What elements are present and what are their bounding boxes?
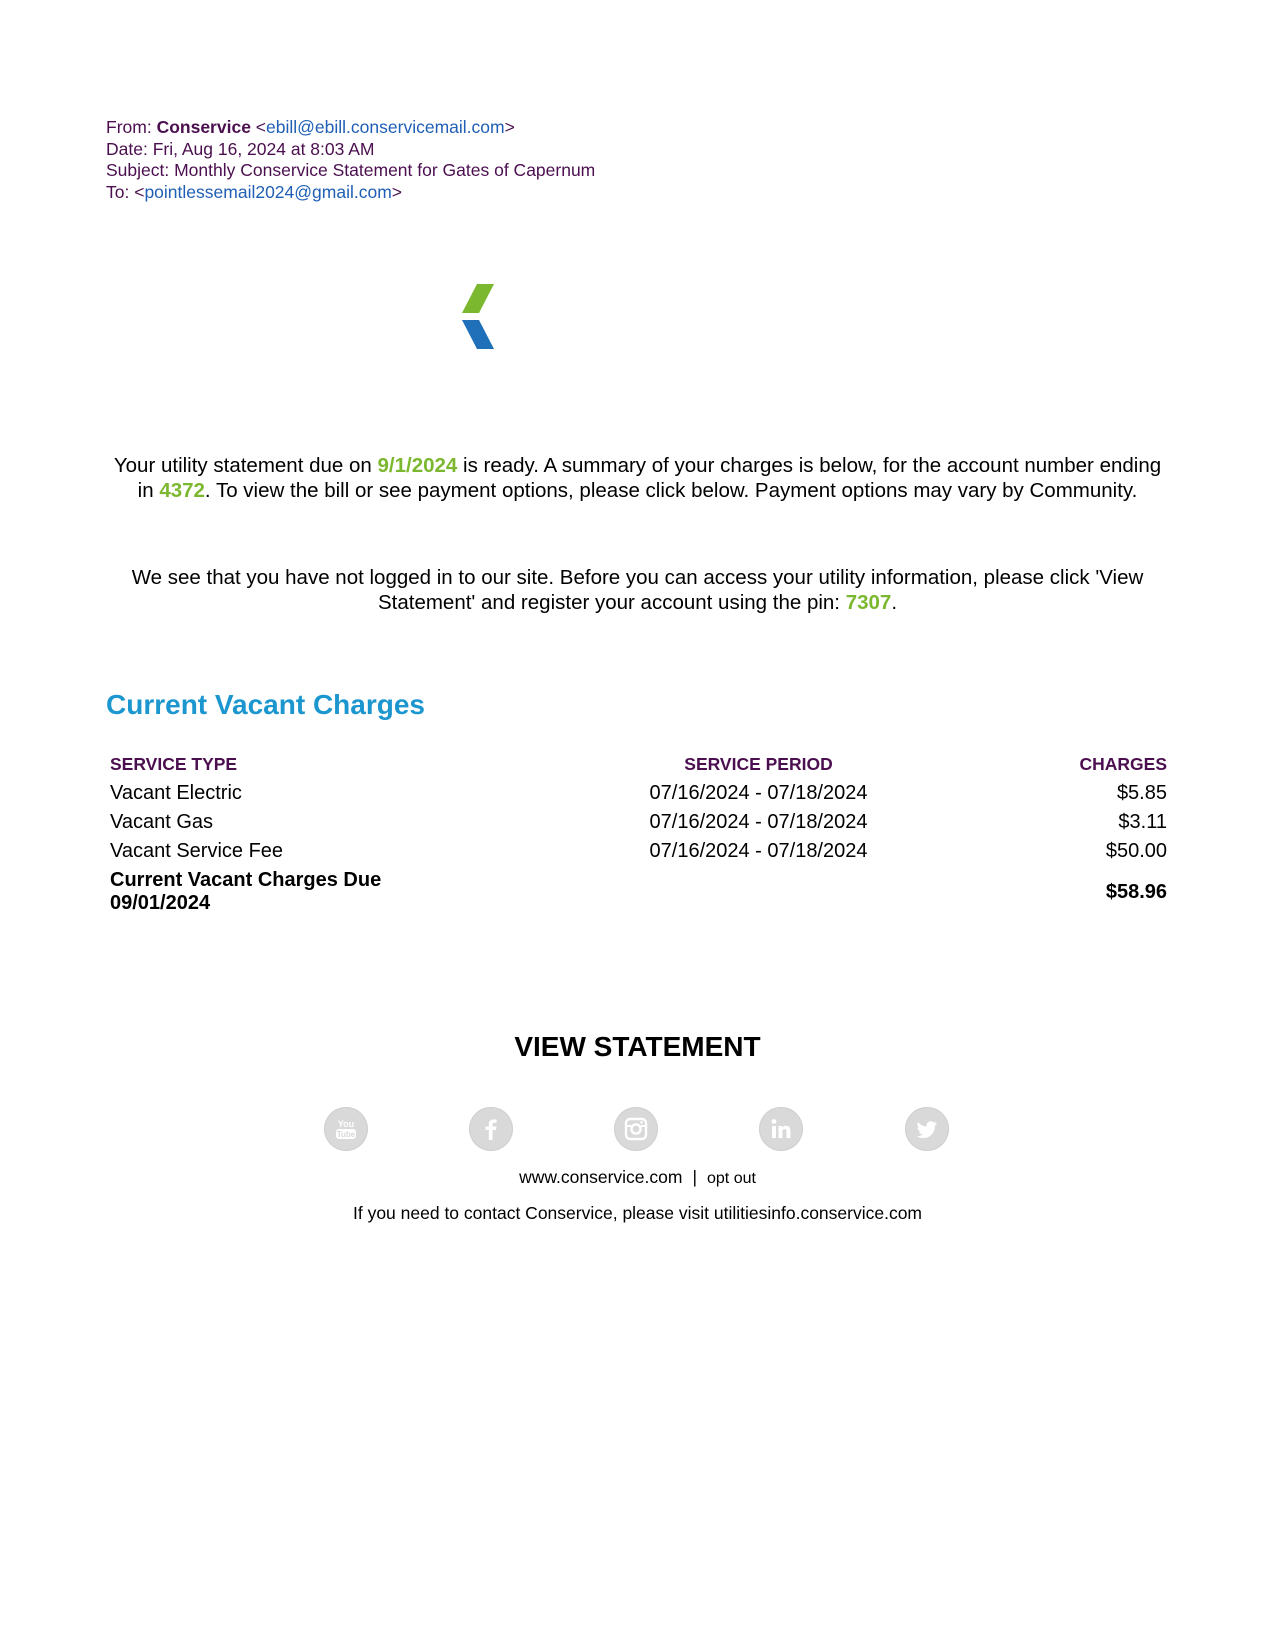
registration-paragraph: [106, 566, 1169, 615]
service-period-cell: 07/16/2024 - 07/18/2024: [649, 782, 868, 804]
conservice-logo: [462, 284, 496, 352]
recipient-email-link[interactable]: pointlessemail2024@gmail.com: [144, 181, 392, 202]
sender-name: Conservice: [156, 117, 251, 137]
opt-out-link[interactable]: opt out: [707, 1170, 756, 1187]
charge-amount-cell: $3.11: [1118, 811, 1167, 833]
header-charges: CHARGES: [1079, 753, 1167, 774]
intro-text: . To view the bill or see payment options, please click below. Payment options may vary by Community.: [204, 478, 1138, 502]
website-link[interactable]: www.conservice.com: [519, 1167, 683, 1187]
account-number-highlight: 4372: [159, 478, 205, 502]
to-label: To:: [106, 181, 130, 202]
to-line: To: <pointlessemail2024@gmail.com>: [106, 181, 403, 202]
service-period-cell: 07/16/2024 - 07/18/2024: [649, 840, 868, 862]
total-due-date: 09/01/2024: [110, 892, 211, 914]
pin-highlight: 7307: [845, 590, 892, 614]
footer-links: [0, 1166, 1275, 1190]
charges-table: [106, 749, 1171, 918]
conservice-chevron-logo-icon: [462, 284, 496, 352]
sender-email-link[interactable]: ebill@ebill.conservicemail.com: [266, 117, 505, 137]
charge-amount-cell: $5.85: [1116, 782, 1167, 804]
total-label-line1: Current Vacant Charges Due: [110, 869, 382, 891]
linkedin-icon[interactable]: [759, 1107, 803, 1151]
service-period-cell: 07/16/2024 - 07/18/2024: [649, 811, 868, 833]
svg-text:You: You: [337, 1119, 355, 1129]
service-type-cell: Vacant Electric: [110, 782, 242, 804]
table-row: [106, 779, 1171, 808]
view-statement-button[interactable]: VIEW STATEMENT: [514, 1031, 761, 1062]
charges-header-row: [106, 749, 1171, 779]
from-line: From: Conservice <ebill@ebill.conservicemail.com>: [106, 117, 515, 137]
total-period-cell: [554, 866, 963, 918]
intro-text: is ready. A summary of your charges is below, for the account number ending in: [137, 454, 1162, 502]
intro-text: Your utility statement due on: [113, 454, 378, 477]
date-line: Date: Fri, Aug 16, 2024 at 8:03 AM: [106, 138, 375, 159]
total-row: [106, 866, 1171, 918]
charges-section-title: Current Vacant Charges: [106, 689, 425, 720]
total-amount: $58.96: [1105, 880, 1167, 903]
twitter-icon[interactable]: [905, 1107, 949, 1151]
charge-amount-cell: $50.00: [1105, 840, 1167, 862]
registration-text: .: [891, 590, 898, 614]
table-row: [106, 837, 1171, 866]
header-service-type: SERVICE TYPE: [110, 753, 238, 774]
facebook-icon[interactable]: [469, 1107, 513, 1151]
instagram-icon[interactable]: [614, 1107, 658, 1151]
service-type-cell: Vacant Gas: [110, 811, 214, 833]
total-label: [106, 866, 554, 918]
registration-text: We see that you have not logged in to our site. Before you can access your utility information, please click 'View Statement' and register your account using the pin:: [131, 566, 1144, 614]
table-row: [106, 808, 1171, 837]
statement-intro-paragraph: [106, 454, 1169, 503]
footer-contact-text: If you need to contact Conservice, please visit utilitiesinfo.conservice.com: [352, 1203, 923, 1223]
header-service-period: SERVICE PERIOD: [684, 753, 833, 774]
due-date-highlight: 9/1/2024: [377, 454, 458, 477]
service-type-cell: Vacant Service Fee: [110, 840, 284, 862]
youtube-icon[interactable]: [324, 1107, 368, 1151]
subject-line: Subject: Monthly Conservice Statement for Gates of Capernum: [106, 160, 596, 180]
footer-separator: |: [692, 1167, 697, 1187]
svg-text:Tube: Tube: [336, 1130, 356, 1139]
email-header: [106, 117, 595, 203]
from-label: From:: [106, 117, 152, 137]
